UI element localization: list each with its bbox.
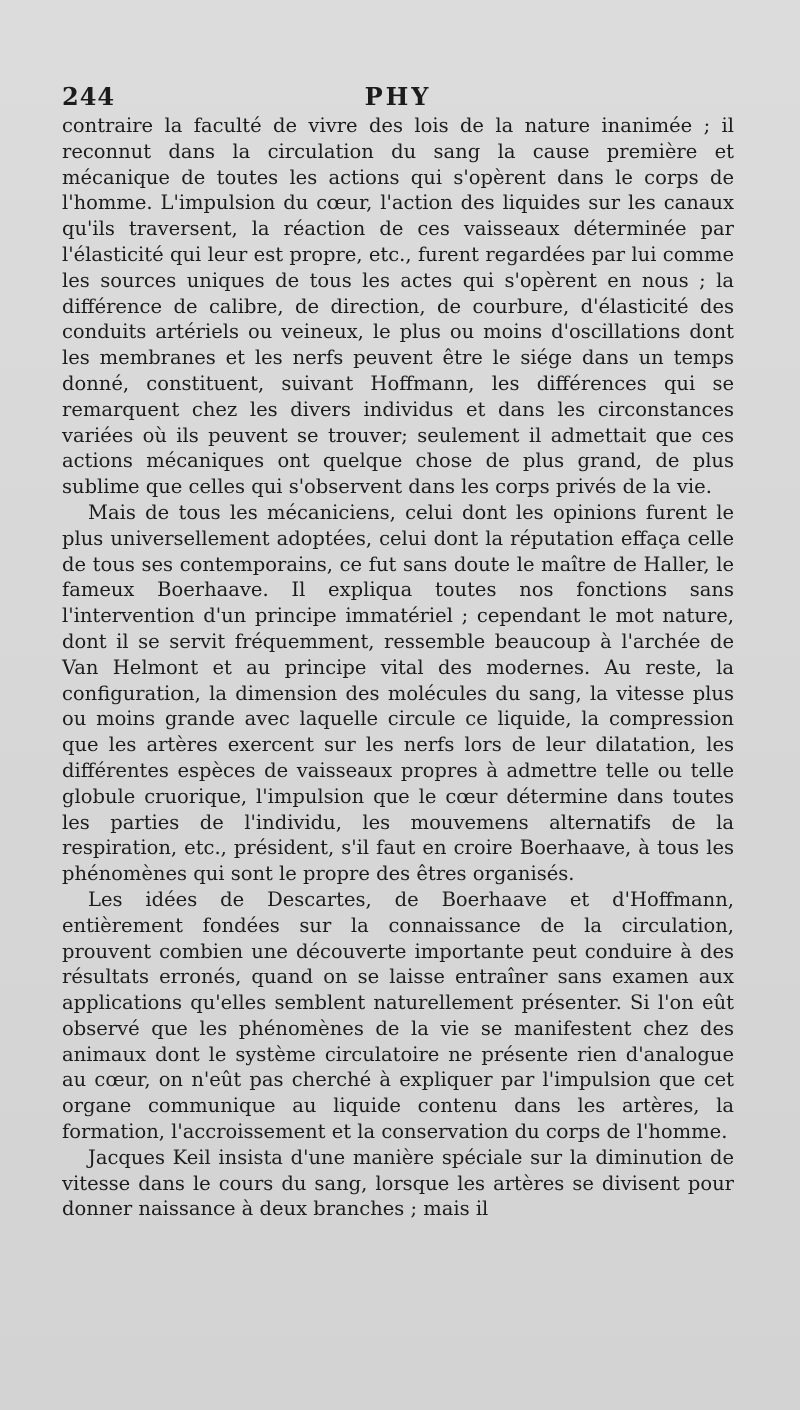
body-text <box>62 113 734 1222</box>
page-header <box>62 82 734 112</box>
paragraph-3: Les idées de Descartes, de Boerhaave et d'Hoffmann, entièrement fondées sur la connaissance de la circulation, prouvent combien une découverte importante peut conduire à des résultats erronés, quand on se laisse entraîner sans examen aux applications qu'elles semblent naturellement présenter. Si l'on eût observé que les phénomènes de la vie se manifestent chez des animaux dont le système circulatoire ne présente rien d'analogue au cœur, on n'eût pas cherché à expliquer par l'impulsion que cet organe communique au liquide contenu dans les artères, la formation, l'accroissement et la conservation du corps de l'homme. <box>62 887 734 1144</box>
paragraph-2: Mais de tous les mécaniciens, celui dont les opinions furent le plus universellement adoptées, celui dont la réputation effaça celle de tous ses contemporains, ce fut sans doute le maître de Haller, le fameux Boerhaave. Il expliqua toutes nos fonctions sans l'intervention d'un principe immatériel ; cependant le mot nature, dont il se servit fréquemment, ressemble beaucoup à l'archée de Van Helmont et au principe vital des modernes. Au reste, la configuration, la dimension des molécules du sang, la vitesse plus ou moins grande avec laquelle circule ce liquide, la compression que les artères exercent sur les nerfs lors de leur dilatation, les différentes espèces de vaisseaux propres à admettre telle ou telle globule cruorique, l'impulsion que le cœur détermine dans toutes les parties de l'individu, les mouvemens alternatifs de la respiration, etc., président, s'il faut en croire Boerhaave, à tous les phénomènes qui sont le propre des êtres organisés. <box>62 500 734 886</box>
page-number: 244 <box>62 82 116 111</box>
running-head: PHY <box>364 82 432 111</box>
paragraph-1: contraire la faculté de vivre des lois de la nature inanimée ; il reconnut dans la circulation du sang la cause première et mécanique de toutes les actions qui s'opèrent dans le corps de l'homme. L'impulsion du cœur, l'action des liquides sur les canaux qu'ils traversent, la réaction de ces vaisseaux déterminée par l'élasticité qui leur est propre, etc., furent regardées par lui comme les sources uniques de tous les actes qui s'opèrent en nous ; la différence de calibre, de direction, de courbure, d'élasticité des conduits artériels ou veineux, le plus ou moins d'oscillations dont les membranes et les nerfs peuvent être le siége dans un temps donné, constituent, suivant Hoffmann, les différences qui se remarquent chez les divers individus et dans les circonstances variées où ils peuvent se trouver; seulement il admettait que ces actions mécaniques ont quelque chose de plus grand, de plus sublime que celles qui s'observent dans les corps privés de la vie. <box>62 114 734 499</box>
paragraph-4: Jacques Keil insista d'une manière spéciale sur la diminution de vitesse dans le cours du sang, lorsque les artères se divisent pour donner naissance à deux branches ; mais il <box>62 1145 734 1221</box>
